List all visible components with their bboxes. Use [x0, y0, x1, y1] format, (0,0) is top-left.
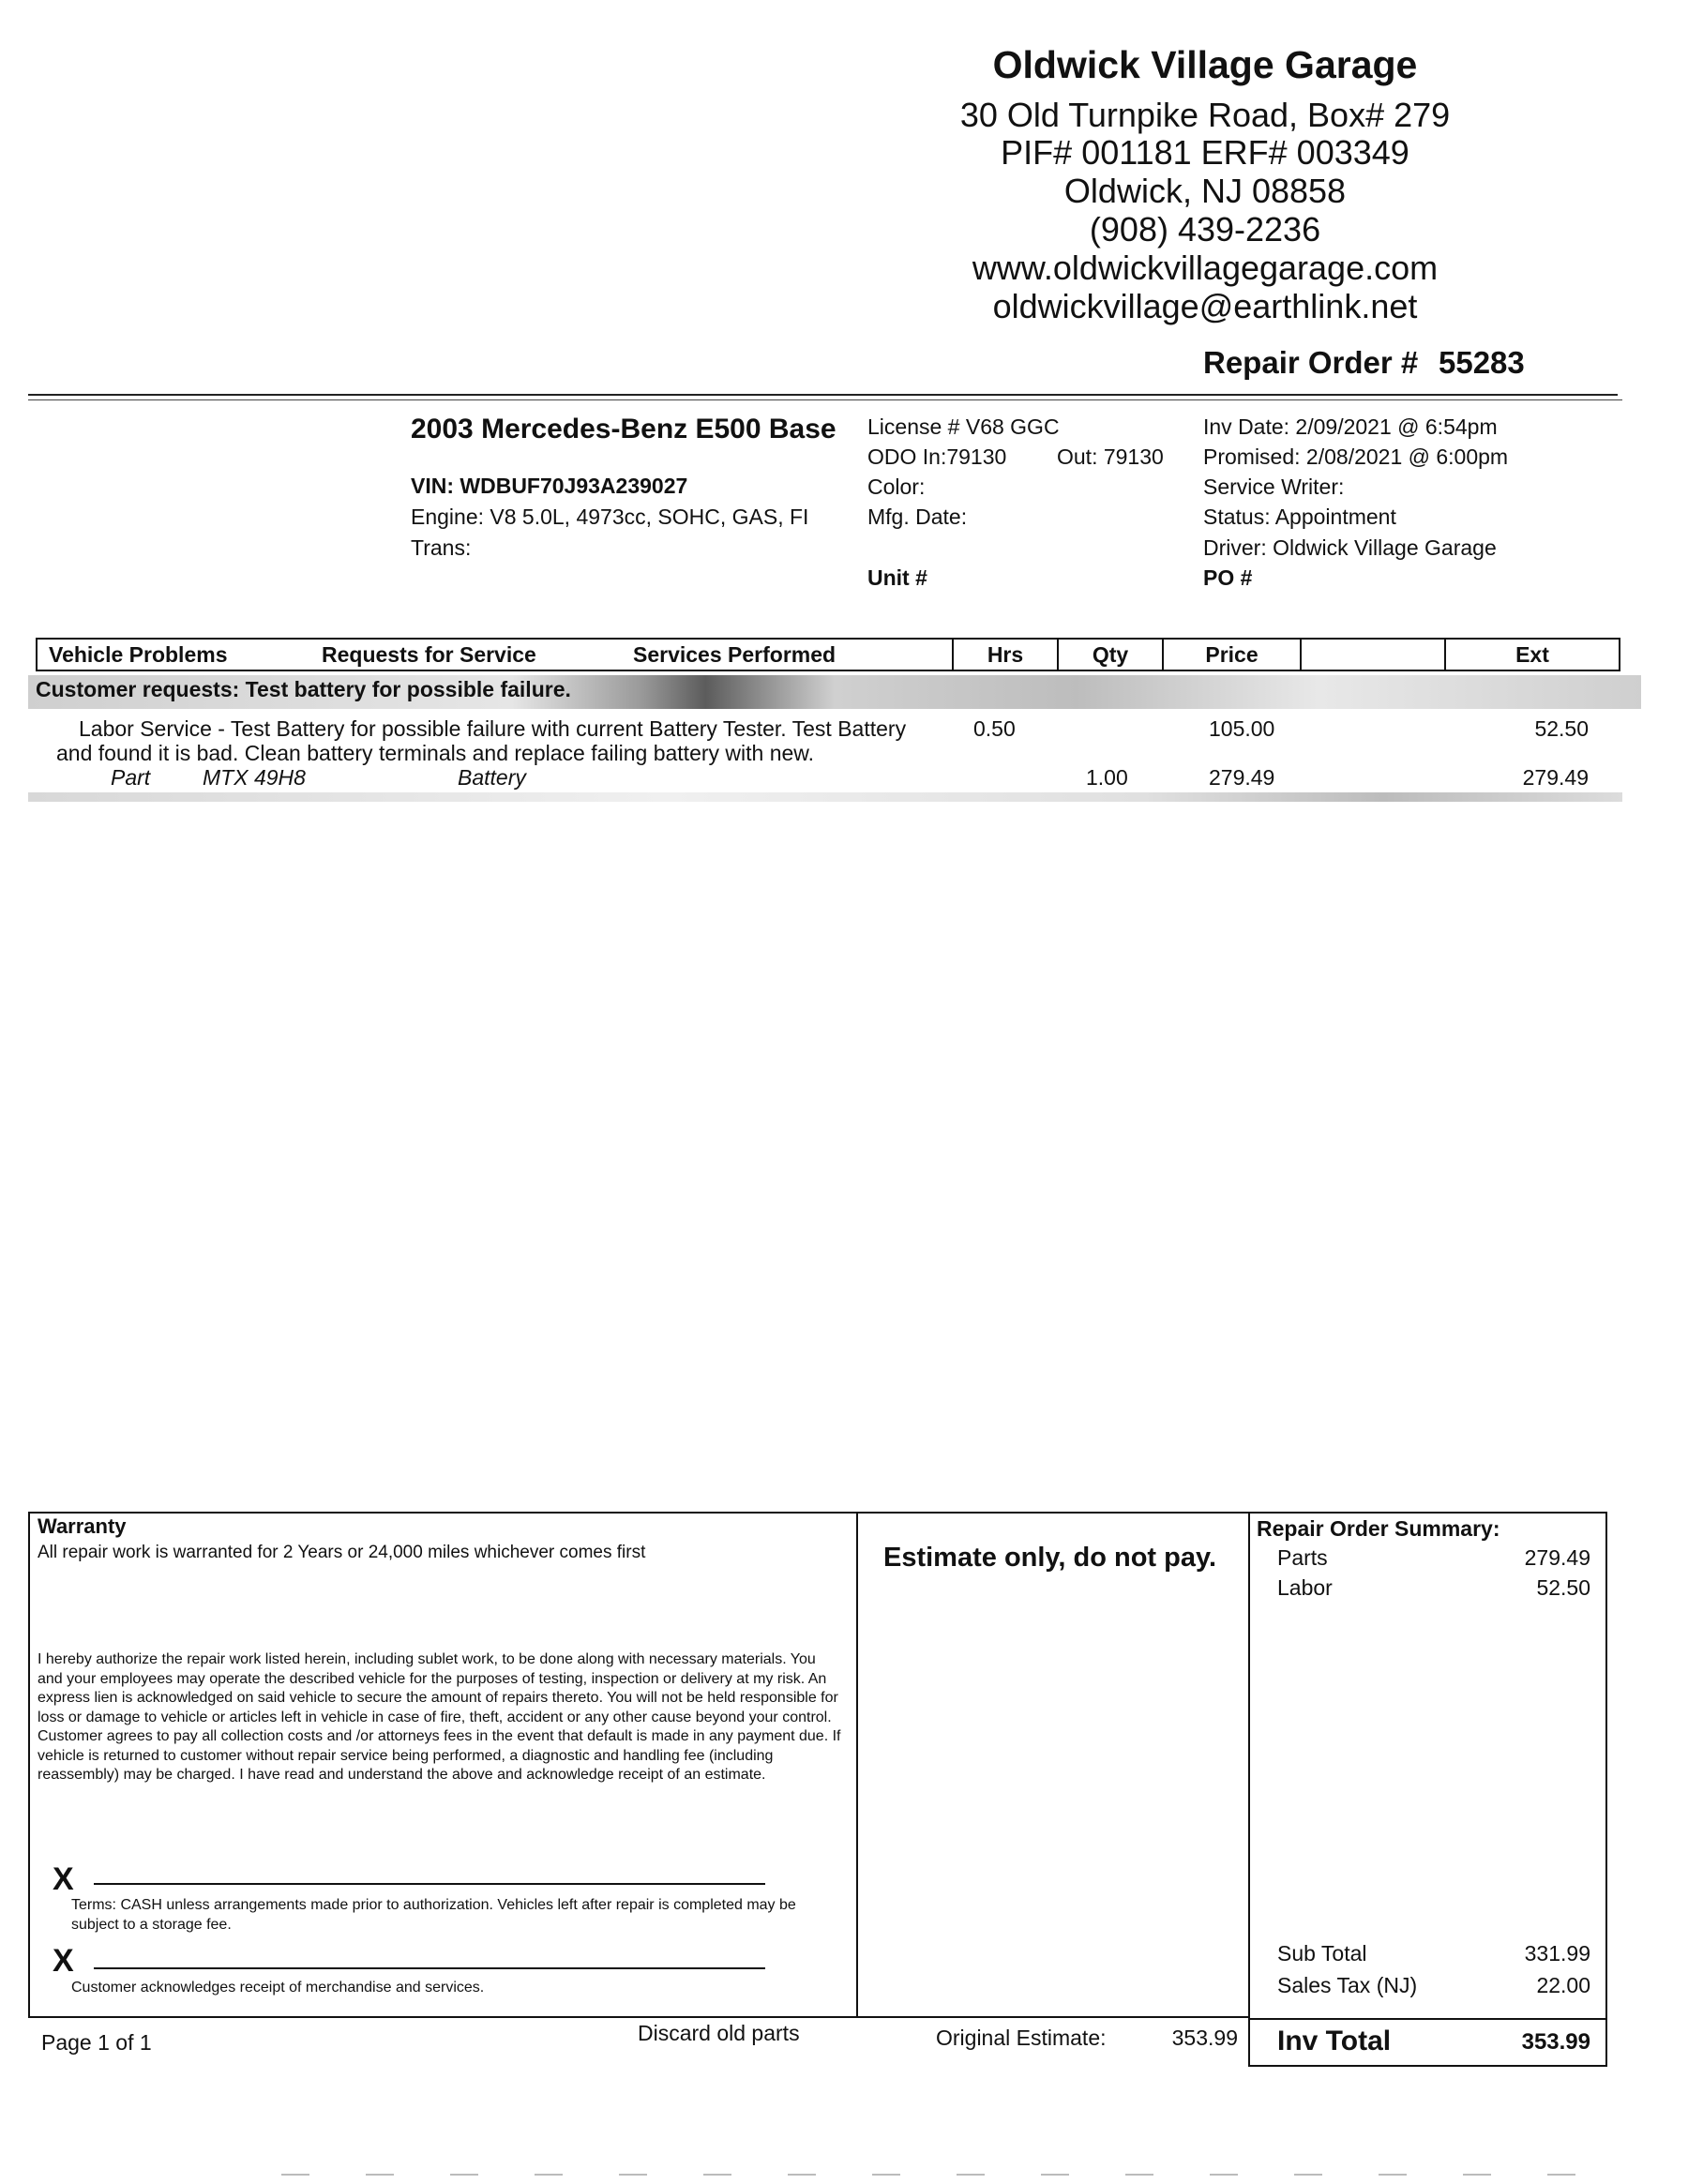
- business-name: Oldwick Village Garage: [992, 43, 1418, 86]
- signature-line-receipt[interactable]: [94, 1967, 765, 1969]
- line-items-header: [36, 638, 1620, 671]
- inv-total-divider: [1248, 2018, 1607, 2020]
- page-indicator: Page 1 of 1: [41, 2030, 152, 2055]
- col-ext: Ext: [1515, 642, 1549, 667]
- signature-x-authorization: X: [53, 1861, 74, 1897]
- service-writer: Service Writer:: [1203, 474, 1345, 499]
- subtotal-label: Sub Total: [1277, 1941, 1367, 1966]
- part-price: 279.49: [1209, 765, 1275, 790]
- sales-tax-value: 22.00: [1536, 1973, 1590, 1997]
- inv-total-label: Inv Total: [1277, 2026, 1392, 2056]
- inv-total-value: 353.99: [1521, 2029, 1590, 2055]
- driver: Driver: Oldwick Village Garage: [1203, 535, 1497, 560]
- original-estimate-value: 353.99: [1171, 2026, 1238, 2050]
- col-hrs: Hrs: [987, 642, 1024, 667]
- part-description: Battery: [458, 765, 526, 790]
- vehicle-title: 2003 Mercedes-Benz E500 Base: [411, 414, 836, 444]
- vehicle-vin: VIN: WDBUF70J93A239027: [411, 474, 688, 498]
- col-blank: [1302, 640, 1444, 670]
- invoice-date: Inv Date: 2/09/2021 @ 6:54pm: [1203, 414, 1498, 439]
- vehicle-color: Color:: [867, 474, 926, 499]
- signature-x-receipt: X: [53, 1943, 74, 1979]
- labor-description-line1: Labor Service - Test Battery for possible failure with current Battery Tester. Test Battery: [79, 716, 907, 741]
- signature-line-authorization[interactable]: [94, 1883, 765, 1885]
- header-divider-secondary: [28, 399, 1622, 400]
- summary-labor-value: 52.50: [1536, 1575, 1590, 1600]
- col-qty: Qty: [1092, 642, 1129, 667]
- labor-price: 105.00: [1209, 716, 1275, 741]
- part-ext: 279.49: [1522, 765, 1589, 790]
- col-requests: Requests for Service: [322, 642, 536, 667]
- col-price: Price: [1205, 642, 1258, 667]
- labor-hrs: 0.50: [973, 716, 1016, 741]
- part-qty: 1.00: [1086, 765, 1128, 790]
- labor-description-line2: and found it is bad. Clean battery terminals and replace failing battery with new.: [56, 741, 815, 765]
- business-city: Oldwick, NJ 08858: [1063, 172, 1347, 210]
- warranty-title: Warranty: [38, 1514, 127, 1538]
- vehicle-mfg-date: Mfg. Date:: [867, 505, 968, 529]
- original-estimate-label: Original Estimate:: [936, 2026, 1107, 2050]
- part-number: MTX 49H8: [203, 765, 306, 790]
- labor-ext: 52.50: [1534, 716, 1589, 741]
- line-item-divider: [28, 792, 1622, 802]
- summary-parts-label: Parts: [1277, 1545, 1328, 1570]
- subtotal-value: 331.99: [1524, 1941, 1590, 1966]
- repair-order-number: 55283: [1439, 345, 1525, 380]
- summary-parts-value: 279.49: [1524, 1545, 1590, 1570]
- payment-terms: Terms: CASH unless arrangements made prior to authorization. Vehicles left after repair is completed may be subject to a storage fee.: [71, 1897, 796, 1933]
- col-vehicle-problems: Vehicle Problems: [49, 642, 228, 667]
- business-address: 30 Old Turnpike Road, Box# 279: [959, 96, 1451, 134]
- vehicle-trans: Trans:: [411, 535, 472, 560]
- repair-order-label: Repair Order #: [1203, 345, 1419, 380]
- business-phone: (908) 439-2236: [1089, 210, 1321, 249]
- summary-labor-label: Labor: [1277, 1575, 1333, 1600]
- vehicle-unit: Unit #: [867, 565, 927, 590]
- scan-artifact: [281, 2174, 1594, 2176]
- col-services: Services Performed: [633, 642, 836, 667]
- business-website: www.oldwickvillagegarage.com: [972, 249, 1439, 287]
- header-divider: [28, 394, 1618, 396]
- part-label: Part: [111, 765, 151, 790]
- receipt-acknowledgement: Customer acknowledges receipt of merchandise and services.: [71, 1980, 485, 1996]
- vehicle-odo-out: Out: 79130: [1057, 444, 1164, 469]
- vehicle-odo-in: ODO In:79130: [867, 444, 1007, 469]
- order-status: Status: Appointment: [1203, 505, 1396, 529]
- sales-tax-label: Sales Tax (NJ): [1277, 1973, 1418, 1997]
- business-permits: PIF# 001181 ERF# 003349: [1001, 133, 1409, 172]
- vehicle-license: License # V68 GGC: [867, 414, 1060, 439]
- business-email: oldwickvillage@earthlink.net: [992, 287, 1418, 325]
- summary-title: Repair Order Summary:: [1257, 1516, 1500, 1541]
- po-number: PO #: [1203, 565, 1253, 590]
- customer-request: Customer requests: Test battery for possible failure.: [36, 677, 571, 701]
- promised-date: Promised: 2/08/2021 @ 6:00pm: [1203, 444, 1509, 469]
- estimate-only-notice: Estimate only, do not pay.: [883, 1543, 1217, 1573]
- authorization-text: I hereby authorize the repair work listed herein, including sublet work, to be done along with necessary materials. You and your employees may operate the described vehicle for the purposes of testing, inspection or delivery at my risk. An express lien is acknowledged on said vehicle to secure the amount of repairs thereto. You will not be held responsible for loss or damage to vehicle or articles left in vehicle in case of fire, theft, accident or any other cause beyond your control. Customer agrees to pay all collection costs and /or attorneys fees in the event that default is made in any payment due. If vehicle is returned to customer without repair service being performed, a diagnostic and handling fee (including reassembly) may be charged. I have read and understand the above and acknowledge receipt of an estimate.: [38, 1651, 841, 1783]
- warranty-text: All repair work is warranted for 2 Years or 24,000 miles whichever comes first: [38, 1543, 646, 1562]
- vehicle-engine: Engine: V8 5.0L, 4973cc, SOHC, GAS, FI: [411, 505, 809, 529]
- estimate-box: [856, 1512, 1250, 2018]
- discard-old-parts: Discard old parts: [638, 2021, 800, 2045]
